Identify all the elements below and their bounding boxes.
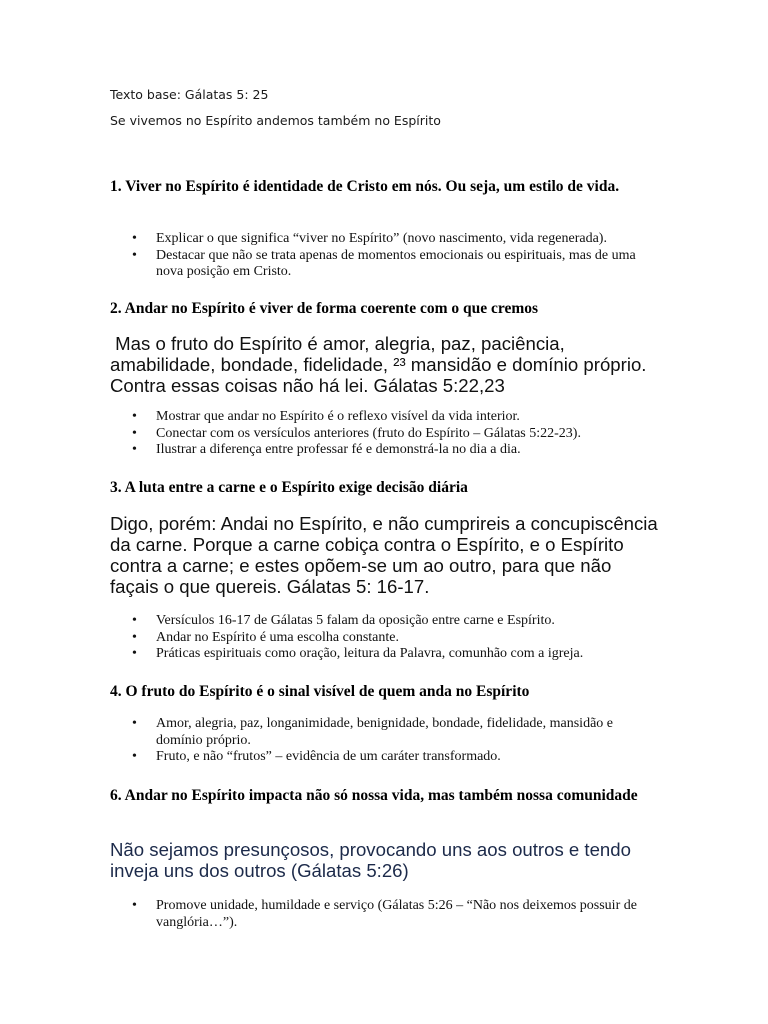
- list-item: • Explicar o que significa “viver no Espírito” (novo nascimento, vida regenerada).: [110, 231, 658, 248]
- section-4-heading: 4. O fruto do Espírito é o sinal visível de quem anda no Espírito: [110, 683, 530, 700]
- section-3-bullets: [110, 613, 658, 663]
- list-item: • Andar no Espírito é uma escolha constante.: [110, 630, 658, 647]
- section-3-heading: 3. A luta entre a carne e o Espírito exige decisão diária: [110, 479, 468, 496]
- list-item: • Destacar que não se trata apenas de momentos emocionais ou espirituais, mas de uma nova posição em Cristo.: [110, 248, 658, 281]
- list-item: • Versículos 16-17 de Gálatas 5 falam da oposição entre carne e Espírito.: [110, 613, 658, 630]
- section-2-heading: 2. Andar no Espírito é viver de forma coerente com o que cremos: [110, 300, 539, 317]
- section-1-heading: 1. Viver no Espírito é identidade de Cristo em nós. Ou seja, um estilo de vida.: [110, 178, 620, 195]
- base-verse: Se vivemos no Espírito andemos também no Espírito: [110, 113, 441, 128]
- section-6-quote: Não sejamos presunçosos, provocando uns aos outros e tendo inveja uns dos outros (Gálatas 5:26): [110, 839, 631, 881]
- list-item: • Práticas espirituais como oração, leitura da Palavra, comunhão com a igreja.: [110, 646, 658, 663]
- list-item: • Conectar com os versículos anteriores (fruto do Espírito – Gálatas 5:22-23).: [110, 426, 658, 443]
- list-item: • Promove unidade, humildade e serviço (Gálatas 5:26 – “Não nos deixemos possuir de vanglória…”).: [110, 898, 658, 931]
- section-2-quote: Mas o fruto do Espírito é amor, alegria, paz, paciência, amabilidade, bondade, fidelidade, ²³ mansidão e domínio próprio. Contra essas coisas não há lei. Gálatas 5:22,23: [110, 333, 652, 396]
- section-3-quote: Digo, porém: Andai no Espírito, e não cumprireis a concupiscência da carne. Porque a carne cobiça contra o Espírito, e o Espírito contra a carne; e estes opõem-se um ao outro, para que não façais o que quereis. Gálatas 5: 16-17.: [110, 513, 658, 597]
- section-4-bullets: [110, 716, 658, 766]
- section-6-heading: 6. Andar no Espírito impacta não só nossa vida, mas também nossa comunidade: [110, 787, 638, 804]
- list-item: • Amor, alegria, paz, longanimidade, benignidade, bondade, fidelidade, mansidão e domínio próprio.: [110, 716, 658, 749]
- section-6-bullets: [110, 898, 658, 931]
- base-text: Texto base: Gálatas 5: 25: [110, 87, 269, 102]
- section-1-bullets: [110, 231, 658, 281]
- list-item: • Fruto, e não “frutos” – evidência de um caráter transformado.: [110, 749, 658, 766]
- section-2-bullets: [110, 409, 658, 459]
- list-item: • Ilustrar a diferença entre professar fé e demonstrá-la no dia a dia.: [110, 442, 658, 459]
- list-item: • Mostrar que andar no Espírito é o reflexo visível da vida interior.: [110, 409, 658, 426]
